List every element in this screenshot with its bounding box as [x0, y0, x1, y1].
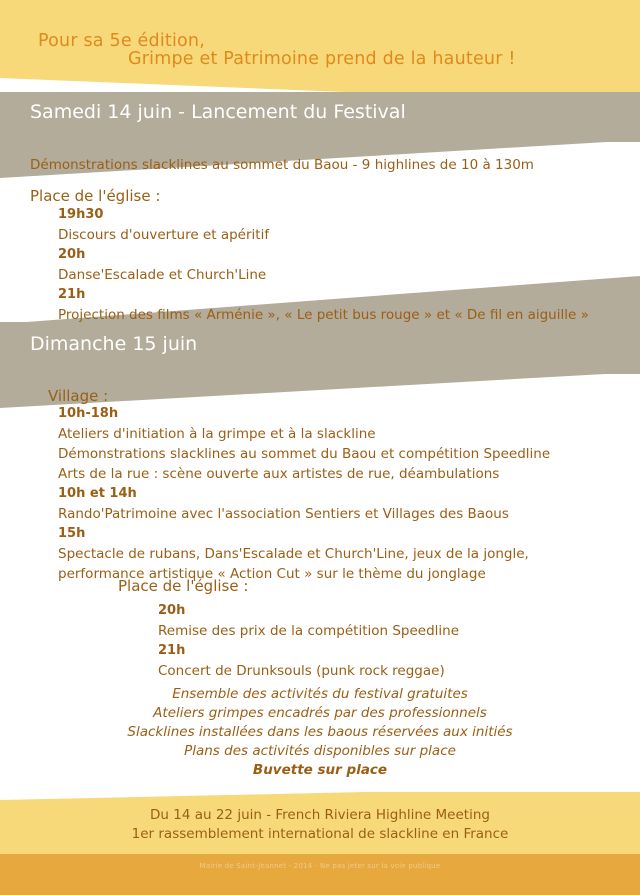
sunday-village-heading: Village :: [48, 387, 109, 405]
sunday-entry-time: 10h-18h: [58, 406, 119, 421]
saturday-lead-text: Démonstrations slacklines au sommet du Baou - 9 highlines de 10 à 130m: [30, 157, 534, 173]
sunday-church-entry-desc: Concert de Drunksouls (punk rock reggae): [158, 663, 445, 679]
bottom-banner-text: [0, 806, 640, 844]
saturday-entry-desc: Discours d'ouverture et apéritif: [58, 227, 270, 243]
sunday-village-entry-list: [58, 404, 550, 584]
saturday-entry-desc: Projection des films « Arménie », « Le petit bus rouge » et « De fil en aiguille »: [58, 307, 589, 323]
saturday-entry-time: 20h: [58, 247, 86, 262]
headline-line-1: Pour sa 5e édition,: [38, 31, 205, 51]
sunday-church-entry-desc: Remise des prix de la compétition Speedline: [158, 623, 460, 639]
note-line: Slacklines installées dans les baous réservées aux initiés: [127, 724, 513, 740]
sunday-entry-desc: Ateliers d'initiation à la grimpe et à la slackline: [58, 426, 376, 442]
note-line-highlight: Buvette sur place: [252, 762, 388, 778]
sunday-entry-desc: Rando'Patrimoine avec l'association Sentiers et Villages des Baous: [58, 506, 509, 522]
saturday-title: Samedi 14 juin - Lancement du Festival: [30, 101, 406, 123]
bottom-line-1: Du 14 au 22 juin - French Riviera Highline Meeting: [150, 807, 490, 823]
festival-notes: [0, 685, 640, 780]
bottom-line-2: 1er rassemblement international de slackline en France: [131, 826, 509, 842]
saturday-entry-list: [58, 205, 589, 325]
sunday-entry-desc: Arts de la rue : scène ouverte aux artistes de rue, déambulations: [58, 466, 500, 482]
sunday-church-heading: Place de l'église :: [118, 577, 249, 595]
note-line: Ensemble des activités du festival gratuites: [172, 686, 468, 702]
sunday-church-entry-time: 20h: [158, 603, 186, 618]
headline-line-2: Grimpe et Patrimoine prend de la hauteur !: [128, 49, 516, 69]
sunday-entry-desc: Spectacle de rubans, Dans'Escalade et Church'Line, jeux de la jongle,: [58, 546, 529, 562]
sunday-title: Dimanche 15 juin: [30, 333, 198, 355]
note-line: Ateliers grimpes encadrés par des professionnels: [153, 705, 487, 721]
footer-credit: Mairie de Saint-Jeannet - 2014 - Ne pas jeter sur la voie publique: [199, 862, 441, 870]
sunday-entry-time: 15h: [58, 526, 86, 541]
saturday-entry-time: 21h: [58, 287, 86, 302]
saturday-entry-time: 19h30: [58, 207, 104, 222]
sunday-entry-desc: Démonstrations slacklines au sommet du Baou et compétition Speedline: [58, 446, 551, 462]
sunday-entry-desc: performance artistique « Action Cut » sur le thème du jonglage: [58, 566, 486, 582]
sunday-church-entry-list: [158, 601, 459, 681]
footer-band: [0, 854, 640, 895]
saturday-entry-desc: Danse'Escalade et Church'Line: [58, 267, 267, 283]
note-line: Plans des activités disponibles sur place: [184, 743, 456, 759]
sunday-entry-time: 10h et 14h: [58, 486, 137, 501]
sunday-church-entry-time: 21h: [158, 643, 186, 658]
saturday-section-heading: Place de l'église :: [30, 187, 161, 205]
